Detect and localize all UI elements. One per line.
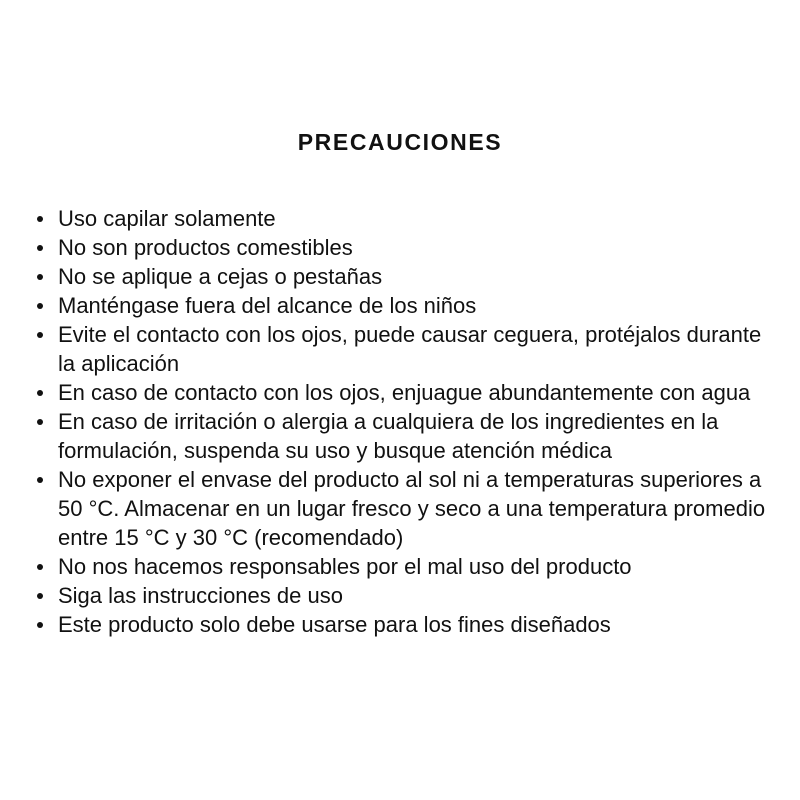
bullet-icon — [37, 303, 43, 309]
list-item-text: No exponer el envase del producto al sol ni a temperaturas superiores a 50 °C. Almacenar en un lugar fresco y seco a una temperatura promedio entre 15 °C y 30 °C (recomendado) — [58, 467, 766, 550]
list-item-text: No nos hacemos responsables por el mal uso del producto — [58, 554, 632, 579]
list-item — [37, 291, 777, 320]
list-item — [37, 320, 777, 378]
page-title: PRECAUCIONES — [297, 129, 503, 155]
list-item-text: En caso de contacto con los ojos, enjuague abundantemente con agua — [58, 380, 751, 405]
bullet-icon — [37, 564, 43, 570]
list-item — [37, 407, 777, 465]
list-item — [37, 552, 777, 581]
list-item-text: No se aplique a cejas o pestañas — [58, 264, 383, 289]
list-item — [37, 204, 777, 233]
bullet-icon — [37, 245, 43, 251]
bullet-icon — [37, 593, 43, 599]
list-item — [37, 233, 777, 262]
list-item — [37, 465, 777, 552]
list-item-text: Evite el contacto con los ojos, puede causar ceguera, protéjalos durante la aplicación — [58, 322, 762, 376]
bullet-icon — [37, 216, 43, 222]
list-item-text: Manténgase fuera del alcance de los niños — [58, 293, 477, 318]
list-item-text: Siga las instrucciones de uso — [58, 583, 343, 608]
list-item — [37, 262, 777, 291]
bullet-icon — [37, 477, 43, 483]
list-item-text: En caso de irritación o alergia a cualquiera de los ingredientes en la formulación, suspenda su uso y busque atención médica — [58, 409, 719, 463]
precautions-list — [37, 204, 777, 639]
list-item-text: Uso capilar solamente — [58, 206, 276, 231]
list-item-text: No son productos comestibles — [58, 235, 353, 260]
list-item — [37, 581, 777, 610]
bullet-icon — [37, 332, 43, 338]
list-item — [37, 378, 777, 407]
bullet-icon — [37, 390, 43, 396]
bullet-icon — [37, 622, 43, 628]
list-item-text: Este producto solo debe usarse para los fines diseñados — [58, 612, 611, 637]
list-item — [37, 610, 777, 639]
bullet-icon — [37, 419, 43, 425]
bullet-icon — [37, 274, 43, 280]
